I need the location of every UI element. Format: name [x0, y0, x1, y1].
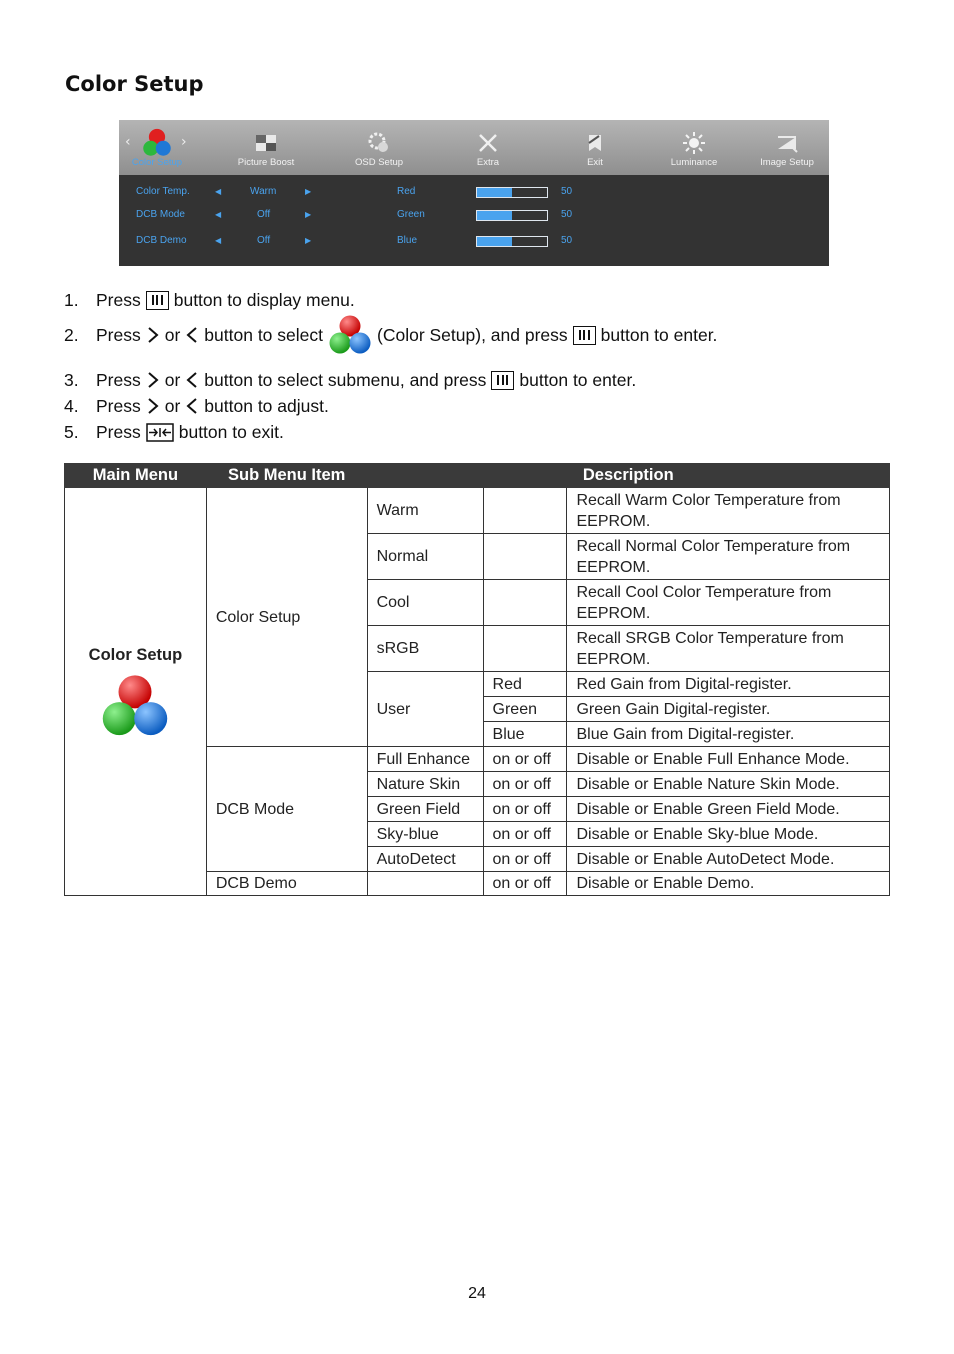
page-title: Color Setup — [65, 72, 204, 96]
value-cell: Red — [483, 672, 567, 697]
triangle-right-icon: ▶ — [305, 210, 312, 219]
step-5 — [64, 420, 284, 444]
step-text: or — [164, 324, 181, 345]
step-number: 2. — [64, 324, 79, 345]
chevron-right-icon: › — [181, 134, 187, 150]
item-cell: Normal — [367, 534, 483, 580]
value-cell: on or off — [483, 772, 567, 797]
step-3 — [64, 368, 636, 392]
step-text: button to enter. — [600, 324, 718, 345]
color-setup-table — [64, 463, 890, 896]
image-setup-icon — [775, 132, 799, 154]
step-text: button to select — [204, 324, 323, 345]
osd-level-bar-fill — [477, 188, 512, 197]
description-cell: Disable or Enable Full Enhance Mode. — [567, 747, 890, 772]
osd-level-value: 50 — [561, 235, 573, 246]
triangle-left-icon: ◀ — [215, 236, 222, 245]
value-cell — [483, 626, 567, 672]
step-text: button to display menu. — [173, 289, 355, 310]
item-cell: Nature Skin — [367, 772, 483, 797]
item-cell: Full Enhance — [367, 747, 483, 772]
osd-level-bar — [476, 210, 548, 221]
triangle-right-icon: ▶ — [305, 236, 312, 245]
menu-button-icon — [491, 371, 514, 390]
value-cell: Green — [483, 697, 567, 722]
description-cell: Disable or Enable AutoDetect Mode. — [567, 847, 890, 872]
description-cell: Recall Normal Color Temperature from EEPROM. — [567, 534, 890, 580]
step-text: (Color Setup), and press — [377, 324, 568, 345]
value-cell: on or off — [483, 797, 567, 822]
osd-item-label: DCB Mode — [136, 209, 185, 220]
color-balls-icon — [329, 315, 371, 355]
item-cell: User — [367, 672, 483, 747]
osd-tab-exit: Exit — [540, 120, 650, 175]
item-cell: AutoDetect — [367, 847, 483, 872]
osd-tab-color-setup: Color Setup — [102, 120, 212, 175]
header-description: Description — [367, 464, 889, 488]
description-cell: Recall Warm Color Temperature from EEPROM. — [567, 488, 890, 534]
description-cell: Green Gain Digital-register. — [567, 697, 890, 722]
table-header-row — [65, 464, 890, 488]
osd-tab-picture-boost: Picture Boost — [211, 120, 321, 175]
osd-row-dcb-mode — [119, 209, 829, 225]
value-cell — [483, 534, 567, 580]
step-text: or — [164, 395, 181, 416]
value-cell: Blue — [483, 722, 567, 747]
osd-menu-screenshot — [119, 120, 829, 266]
header-main-menu: Main Menu — [65, 464, 207, 488]
item-cell: Sky-blue — [367, 822, 483, 847]
menu-button-icon — [573, 326, 596, 345]
chevron-left-icon — [185, 397, 199, 415]
osd-channel-label: Red — [397, 186, 416, 197]
sub-menu-color-setup: Color Setup — [206, 488, 367, 747]
chevron-left-icon: ‹ — [125, 134, 131, 150]
step-text: button to adjust. — [204, 395, 329, 416]
osd-channel-label: Green — [397, 209, 425, 220]
luminance-icon — [682, 132, 706, 154]
step-text: button to enter. — [519, 369, 637, 390]
value-cell — [483, 488, 567, 534]
chevron-right-icon — [146, 326, 160, 344]
osd-channel-label: Blue — [397, 235, 418, 246]
step-number: 4. — [64, 395, 79, 416]
description-cell: Recall Cool Color Temperature from EEPROM. — [567, 580, 890, 626]
sub-menu-dcb-demo: DCB Demo — [206, 872, 367, 896]
item-cell — [367, 872, 483, 896]
exit-button-icon — [146, 423, 174, 442]
osd-item-value: Off — [257, 209, 271, 220]
color-balls-icon — [102, 674, 168, 738]
item-cell: Green Field — [367, 797, 483, 822]
step-text: Press — [96, 395, 141, 416]
osd-level-value: 50 — [561, 209, 573, 220]
triangle-left-icon: ◀ — [215, 187, 222, 196]
description-cell: Disable or Enable Green Field Mode. — [567, 797, 890, 822]
value-cell: on or off — [483, 847, 567, 872]
osd-tab-extra: Extra — [433, 120, 543, 175]
step-text: Press — [96, 324, 141, 345]
step-number: 5. — [64, 421, 79, 442]
step-text: button to select submenu, and press — [204, 369, 487, 390]
osd-tab-osd-setup: OSD Setup — [324, 120, 434, 175]
description-cell: Blue Gain from Digital-register. — [567, 722, 890, 747]
description-cell: Red Gain from Digital-register. — [567, 672, 890, 697]
description-cell: Disable or Enable Nature Skin Mode. — [567, 772, 890, 797]
osd-level-value: 50 — [561, 186, 573, 197]
item-cell: Cool — [367, 580, 483, 626]
osd-item-label: DCB Demo — [136, 235, 187, 246]
osd-item-value: Off — [257, 235, 271, 246]
sub-menu-dcb-mode: DCB Mode — [206, 747, 367, 872]
step-number: 1. — [64, 289, 79, 310]
description-cell: Disable or Enable Demo. — [567, 872, 890, 896]
triangle-left-icon: ◀ — [215, 210, 222, 219]
osd-row-color-temp — [119, 186, 829, 202]
menu-button-icon — [146, 291, 169, 310]
step-text: Press — [96, 369, 141, 390]
description-cell: Disable or Enable Sky-blue Mode. — [567, 822, 890, 847]
chevron-left-icon — [185, 326, 199, 344]
chevron-right-icon — [146, 397, 160, 415]
step-text: Press — [96, 421, 141, 442]
item-cell: Warm — [367, 488, 483, 534]
osd-tab-bar — [119, 120, 829, 175]
osd-level-bar — [476, 236, 548, 247]
osd-row-dcb-demo — [119, 235, 829, 251]
step-number: 3. — [64, 369, 79, 390]
header-sub-menu-item: Sub Menu Item — [206, 464, 367, 488]
color-balls-icon — [142, 128, 172, 156]
step-text: or — [164, 369, 181, 390]
osd-level-bar — [476, 187, 548, 198]
extra-tools-icon — [476, 132, 500, 154]
item-cell: sRGB — [367, 626, 483, 672]
osd-tab-luminance: Luminance — [639, 120, 749, 175]
picture-boost-icon — [254, 132, 278, 154]
table-row — [65, 488, 890, 534]
value-cell — [483, 580, 567, 626]
osd-item-label: Color Temp. — [136, 186, 190, 197]
step-2 — [64, 314, 717, 356]
triangle-right-icon: ▶ — [305, 187, 312, 196]
page-number: 24 — [468, 1285, 486, 1302]
main-menu-cell — [65, 488, 207, 896]
osd-level-bar-fill — [477, 211, 512, 220]
step-text: Press — [96, 289, 141, 310]
osd-level-bar-fill — [477, 237, 512, 246]
step-text: button to exit. — [178, 421, 284, 442]
osd-setup-icon — [367, 132, 391, 154]
main-menu-label: Color Setup — [88, 646, 183, 664]
osd-item-value: Warm — [250, 186, 277, 197]
chevron-right-icon — [146, 371, 160, 389]
exit-icon — [583, 132, 607, 154]
step-4 — [64, 394, 329, 418]
chevron-left-icon — [185, 371, 199, 389]
value-cell: on or off — [483, 822, 567, 847]
value-cell: on or off — [483, 747, 567, 772]
value-cell: on or off — [483, 872, 567, 896]
description-cell: Recall SRGB Color Temperature from EEPROM. — [567, 626, 890, 672]
osd-tab-image-setup: Image Setup — [732, 120, 842, 175]
step-1 — [64, 288, 355, 312]
